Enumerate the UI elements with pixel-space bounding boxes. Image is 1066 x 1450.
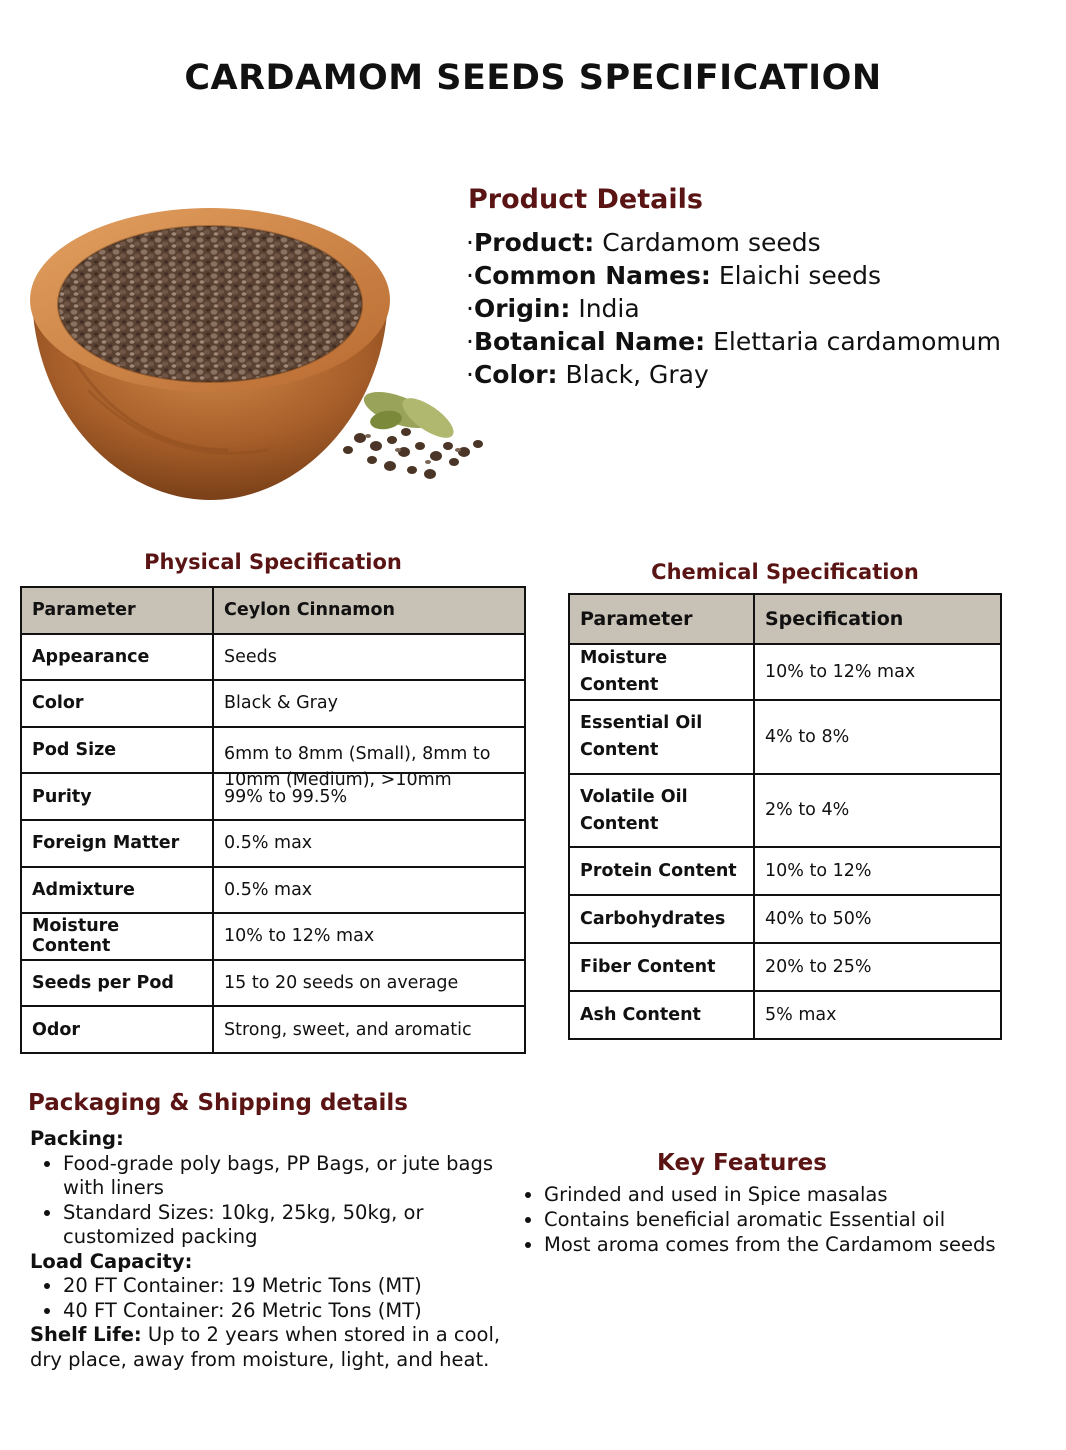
- parameter-cell: Essential Oil Content: [569, 700, 754, 774]
- list-item: • 40 FT Container: 26 Metric Tons (MT): [63, 1299, 520, 1324]
- table-header-row: [569, 594, 1001, 644]
- table-row: [21, 634, 525, 681]
- value-cell: 2% to 4%: [754, 774, 1001, 847]
- physical-spec-table: [20, 586, 526, 1054]
- list-item: • 20 FT Container: 19 Metric Tons (MT): [63, 1274, 520, 1299]
- value-cell: 0.5% max: [213, 867, 525, 914]
- table-row: [569, 943, 1001, 991]
- parameter-cell: Pod Size: [21, 727, 213, 774]
- packing-list: [30, 1152, 520, 1250]
- product-details-heading: Product Details: [468, 184, 703, 215]
- list-item: • Food-grade poly bags, PP Bags, or jute bags with liners: [63, 1152, 520, 1201]
- product-detail-item: ·Product: Cardamom seeds: [466, 228, 821, 257]
- value-cell: Strong, sweet, and aromatic: [213, 1006, 525, 1053]
- list-item: • Standard Sizes: 10kg, 25kg, 50kg, or customized packing: [63, 1201, 520, 1250]
- table-row: [569, 700, 1001, 774]
- packing-label: Packing:: [30, 1127, 124, 1150]
- load-capacity-label: Load Capacity:: [30, 1249, 193, 1273]
- value-cell: 20% to 25%: [754, 943, 1001, 991]
- parameter-cell: Seeds per Pod: [21, 960, 213, 1007]
- pod-size-value: 6mm to 8mm (Small), 8mm to 10mm (Medium), >10mm: [224, 744, 491, 791]
- parameter-cell: Carbohydrates: [569, 895, 754, 943]
- product-detail-item: ·Color: Black, Gray: [466, 360, 709, 389]
- table-row: [21, 680, 525, 727]
- table-row: [569, 895, 1001, 943]
- table-row: [21, 727, 525, 774]
- table-row: [569, 991, 1001, 1039]
- value-cell: 10% to 12%: [754, 847, 1001, 895]
- chemical-spec-table: [568, 593, 1002, 1040]
- load-capacity-list: [30, 1274, 520, 1323]
- key-features-heading: Key Features: [657, 1150, 827, 1176]
- table-row: [21, 1006, 525, 1053]
- parameter-cell: Purity: [21, 773, 213, 820]
- table-row: [21, 913, 525, 960]
- list-item: • Contains beneficial aromatic Essential oil: [544, 1207, 996, 1232]
- list-item: • Most aroma comes from the Cardamom seeds: [544, 1232, 996, 1257]
- product-detail-item: ·Common Names: Elaichi seeds: [466, 261, 882, 290]
- value-cell: 4% to 8%: [754, 700, 1001, 774]
- value-cell: Seeds: [213, 634, 525, 681]
- parameter-cell: Volatile Oil Content: [569, 774, 754, 847]
- value-cell: 0.5% max: [213, 820, 525, 867]
- column-header: Parameter: [21, 587, 213, 634]
- chemical-spec-heading: Chemical Specification: [651, 560, 919, 584]
- key-features-list: [520, 1182, 996, 1257]
- page-title: CARDAMOM SEEDS SPECIFICATION: [184, 58, 882, 98]
- cardamom-bowl-image: [28, 200, 498, 510]
- value-cell: 99% to 99.5%: [213, 773, 525, 820]
- list-item: • Grinded and used in Spice masalas: [544, 1182, 996, 1207]
- column-header: Parameter: [569, 594, 754, 644]
- product-detail-item: ·Botanical Name: Elettaria cardamomum: [466, 327, 1001, 356]
- table-row: [569, 774, 1001, 847]
- column-header: Specification: [754, 594, 1001, 644]
- parameter-cell: Odor: [21, 1006, 213, 1053]
- packaging-heading: Packaging & Shipping details: [28, 1090, 408, 1116]
- value-cell: 15 to 20 seeds on average: [213, 960, 525, 1007]
- table-row: [21, 867, 525, 914]
- parameter-cell: Moisture Content: [21, 913, 213, 960]
- parameter-cell: Admixture: [21, 867, 213, 914]
- physical-spec-heading: Physical Specification: [144, 550, 402, 574]
- value-cell: 40% to 50%: [754, 895, 1001, 943]
- product-detail-item: ·Origin: India: [466, 294, 640, 323]
- parameter-cell: Foreign Matter: [21, 820, 213, 867]
- value-cell: Black & Gray: [213, 680, 525, 727]
- value-cell: 10% to 12% max: [754, 644, 1001, 700]
- column-header: Ceylon Cinnamon: [213, 587, 525, 634]
- parameter-cell: Color: [21, 680, 213, 727]
- parameter-cell: Ash Content: [569, 991, 754, 1039]
- table-row: [21, 820, 525, 867]
- parameter-cell: Fiber Content: [569, 943, 754, 991]
- shelf-life: Shelf Life: Up to 2 years when stored in a cool, dry place, away from moisture, light, and heat.: [30, 1323, 501, 1371]
- table-header-row: [21, 587, 525, 634]
- product-details-list: [466, 226, 1001, 391]
- value-cell: 5% max: [754, 991, 1001, 1039]
- table-row: [21, 960, 525, 1007]
- table-row: [569, 644, 1001, 700]
- table-row: [569, 847, 1001, 895]
- packaging-details: [30, 1127, 520, 1372]
- parameter-cell: Protein Content: [569, 847, 754, 895]
- parameter-cell: Appearance: [21, 634, 213, 681]
- parameter-cell: Moisture Content: [569, 644, 754, 700]
- value-cell: 10% to 12% max: [213, 913, 525, 960]
